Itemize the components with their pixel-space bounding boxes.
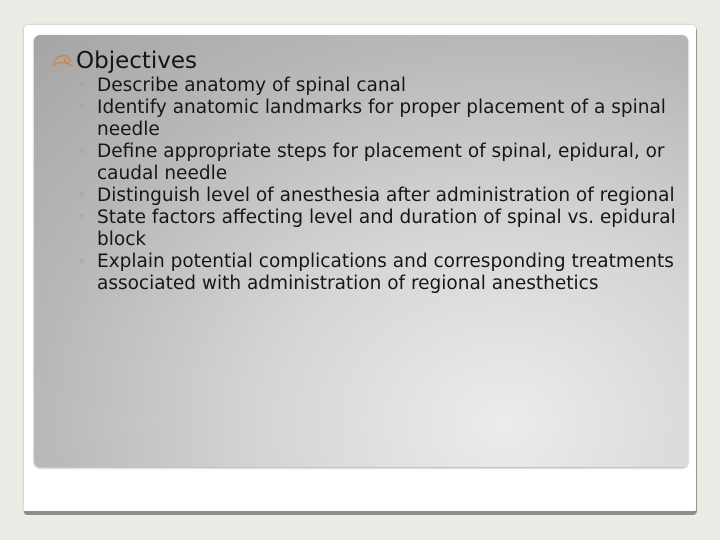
ring-bullet-icon: ◦ (78, 144, 87, 160)
list-item (78, 207, 678, 251)
ring-bullet-icon: ◦ (78, 188, 87, 204)
list-item (78, 141, 678, 185)
list-item-text: Distinguish level of anesthesia after administration of regional (97, 185, 675, 206)
list-item (78, 251, 678, 295)
list-item (78, 75, 678, 97)
slide-title: Objectives (76, 48, 198, 74)
list-item-text: State factors affecting level and duration of spinal vs. epidural block (97, 207, 676, 250)
ring-bullet-icon: ◦ (78, 210, 87, 226)
list-item-text: Identify anatomic landmarks for proper placement of a spinal needle (97, 97, 666, 140)
ring-bullet-icon: ◦ (78, 254, 87, 270)
objectives-list (78, 75, 678, 295)
list-item-text: Describe anatomy of spinal canal (97, 75, 407, 96)
slide-bottom-shadow (24, 511, 696, 515)
list-item-text: Define appropriate steps for placement of spinal, epidural, or caudal needle (97, 141, 665, 184)
ring-bullet-icon: ◦ (78, 78, 87, 94)
list-item-text: Explain potential complications and corresponding treatments associated with administration of regional anesthetics (97, 251, 674, 294)
title-row (50, 45, 197, 77)
ring-bullet-icon: ◦ (78, 100, 87, 116)
list-item (78, 185, 678, 207)
swirl-bullet-icon (50, 48, 76, 74)
list-item (78, 97, 678, 141)
